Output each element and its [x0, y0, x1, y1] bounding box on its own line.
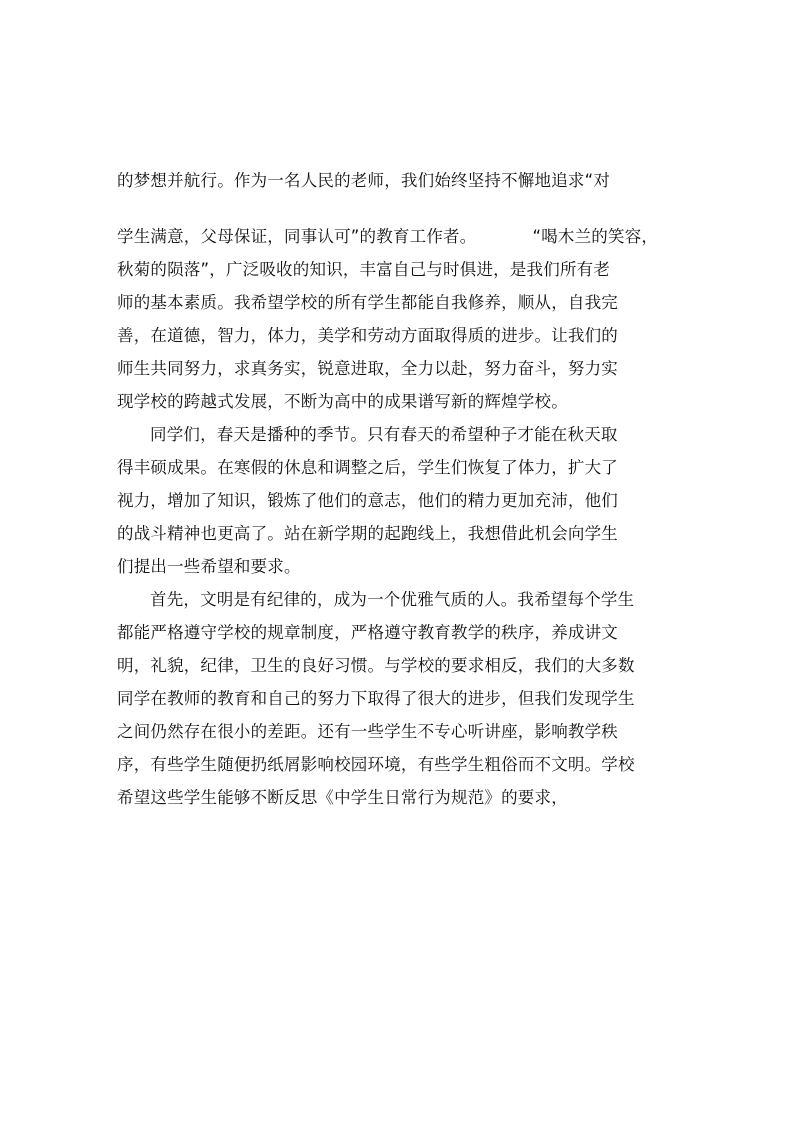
text-segment: “喝木兰的笑容，: [532, 227, 659, 246]
paragraph-first-line: 同学们，春天是播种的季节。只有春天的希望种子才能在秋天取: [150, 425, 618, 444]
text-line: 的梦想并航行。作为一名人民的老师，我们始终坚持不懈地追求“对: [117, 171, 611, 190]
text-line: 序，有些学生随便扔纸屑影响校园环境，有些学生粗俗而不文明。学校: [117, 755, 635, 774]
text-line: 得丰硕成果。在寒假的休息和调整之后，学生们恢复了体力，扩大了: [117, 458, 618, 477]
text-line: 们提出一些希望和要求。: [117, 557, 301, 576]
text-line: 之间仍然存在很小的差距。还有一些学生不专心听讲座，影响教学秩: [117, 722, 618, 741]
text-line: 希望这些学生能够不断反思《中学生日常行为规范》的要求，: [117, 788, 568, 807]
text-line: 师的基本素质。我希望学校的所有学生都能自我修养，顺从，自我完: [117, 293, 618, 312]
text-line: 善，在道德，智力，体力，美学和劳动方面取得质的进步。让我们的: [117, 326, 618, 345]
text-line: 师生共同努力，求真务实，锐意进取，全力以赴，努力奋斗，努力实: [117, 359, 618, 378]
text-line: 视力，增加了知识，锻炼了他们的意志，他们的精力更加充沛，他们: [117, 491, 618, 510]
text-line: 现学校的跨越式发展，不断为高中的成果谱写新的辉煌学校。: [117, 392, 568, 411]
text-line: 的战斗精神也更高了。站在新学期的起跑线上，我想借此机会向学生: [117, 524, 618, 543]
text-line: 同学在教师的教育和自己的努力下取得了很大的进步，但我们发现学生: [117, 689, 635, 708]
text-line: 明，礼貌，纪律，卫生的良好习惯。与学校的要求相反，我们的大多数: [117, 656, 635, 675]
text-line: 都能严格遵守学校的规章制度，严格遵守教育教学的秩序，养成讲文: [117, 623, 618, 642]
text-line: [117, 227, 658, 247]
text-segment: 学生满意，父母保证，同事认可”的教育工作者。: [117, 227, 477, 246]
text-line: 秋菊的陨落”，广泛吸收的知识，丰富自己与时俱进，是我们所有老: [117, 260, 611, 279]
paragraph-first-line: 首先，文明是有纪律的，成为一个优雅气质的人。我希望每个学生: [150, 590, 635, 609]
